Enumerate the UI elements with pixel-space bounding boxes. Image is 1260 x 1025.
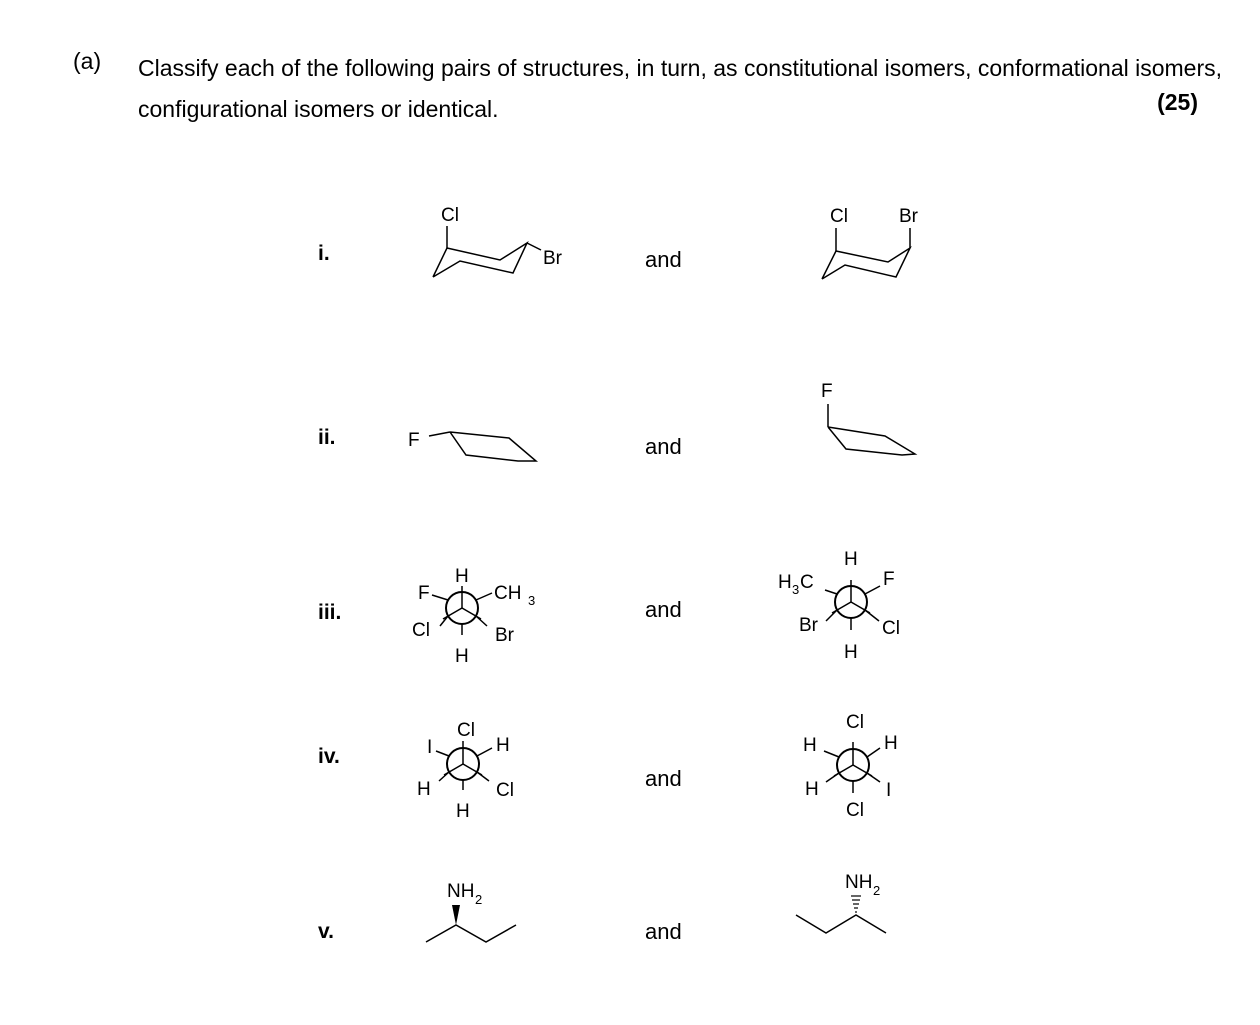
atom-label: Cl: [441, 205, 459, 226]
atom-subscript: 2: [873, 883, 881, 898]
atom-label: F: [408, 430, 420, 451]
atom-label: Cl: [882, 618, 900, 639]
atom-label: F: [418, 583, 430, 604]
question-label: (a): [73, 48, 102, 74]
item-numeral-i: i.: [318, 242, 330, 265]
atom-label: NH: [447, 881, 475, 902]
atom-label: Cl: [457, 720, 475, 741]
atom-label: CH: [494, 583, 522, 604]
atom-label: I: [427, 737, 433, 758]
marks: (25): [1157, 89, 1198, 115]
and-label-ii: and: [645, 434, 682, 459]
atom-label: H: [417, 779, 431, 800]
atom-label: C: [800, 572, 814, 593]
item-numeral-iii: iii.: [318, 601, 342, 624]
atom-label: H: [778, 572, 792, 593]
atom-label: Br: [495, 625, 514, 646]
atom-label: Cl: [412, 620, 430, 641]
and-label-iii: and: [645, 597, 682, 622]
atom-label: H: [456, 801, 470, 822]
and-label-i: and: [645, 247, 682, 272]
item-numeral-v: v.: [318, 920, 334, 943]
question-text: Classify each of the following pairs of structures, in turn, as constitutional isomers, conformational isomers, configurational isomers or identical.: [138, 55, 1223, 122]
atom-label: H: [844, 642, 858, 663]
atom-label: Cl: [846, 800, 864, 821]
atom-label: H: [455, 566, 469, 587]
atom-label: Cl: [846, 712, 864, 733]
atom-label: F: [821, 381, 833, 402]
atom-label: Cl: [496, 780, 514, 801]
atom-label: H: [496, 735, 510, 756]
atom-label: Br: [799, 615, 818, 636]
hashed-wedge-bond: [851, 896, 861, 912]
atom-label: H: [803, 735, 817, 756]
atom-label: H: [455, 646, 469, 667]
atom-label: Br: [899, 206, 918, 227]
atom-label: H: [805, 779, 819, 800]
item-numeral-ii: ii.: [318, 426, 336, 449]
atom-label: NH: [845, 872, 873, 893]
atom-label: Cl: [830, 206, 848, 227]
and-label-v: and: [645, 919, 682, 944]
atom-label: H: [844, 549, 858, 570]
atom-label: I: [886, 780, 892, 801]
atom-label: Br: [543, 248, 562, 269]
and-label-iv: and: [645, 766, 682, 791]
atom-label: F: [883, 569, 895, 590]
atom-subscript: 3: [528, 593, 536, 608]
atom-subscript: 2: [475, 892, 483, 907]
item-numeral-iv: iv.: [318, 745, 340, 768]
atom-label: H: [884, 733, 898, 754]
atom-subscript: 3: [792, 582, 800, 597]
